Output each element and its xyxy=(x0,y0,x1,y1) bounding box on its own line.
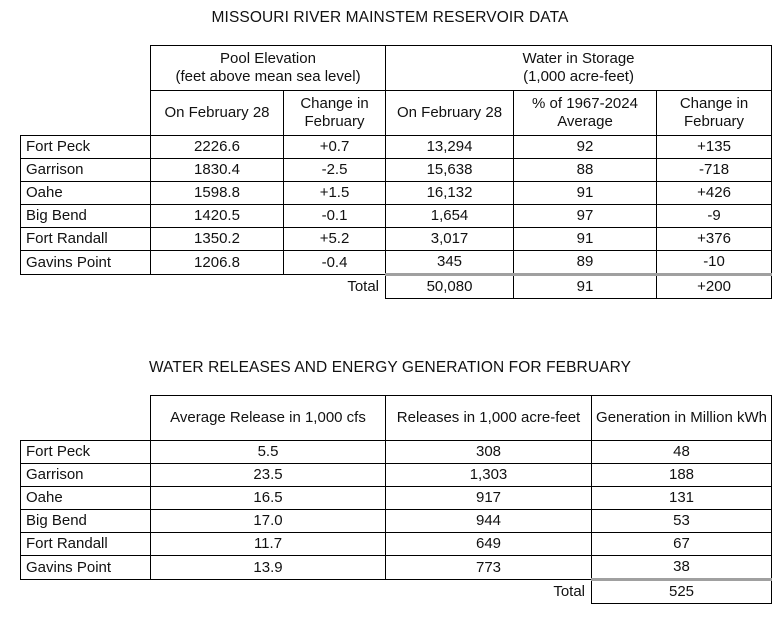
generation-value: 38 xyxy=(592,556,772,580)
pool-elevation-value: 1598.8 xyxy=(151,182,284,205)
reservoir-name: Fort Randall xyxy=(21,228,151,251)
reservoir-name: Oahe xyxy=(21,487,151,510)
col-header-pool-change: Change in February xyxy=(284,91,386,136)
table-row xyxy=(21,510,772,533)
col-header-storage-on-feb28: On February 28 xyxy=(386,91,514,136)
generation-value: 48 xyxy=(592,441,772,464)
storage-change-value: -10 xyxy=(657,251,772,275)
blank-cell xyxy=(21,275,151,299)
pool-elevation-value: 2226.6 xyxy=(151,136,284,159)
storage-value: 1,654 xyxy=(386,205,514,228)
table-row xyxy=(21,228,772,251)
reservoir-name: Big Bend xyxy=(21,510,151,533)
storage-pct-value: 89 xyxy=(514,251,657,275)
storage-change-value: +376 xyxy=(657,228,772,251)
storage-pct-value: 88 xyxy=(514,159,657,182)
avg-release-value: 11.7 xyxy=(151,533,386,556)
total-label: Total xyxy=(386,580,592,604)
reservoir-data-title: MISSOURI RIVER MAINSTEM RESERVOIR DATA xyxy=(211,9,569,26)
storage-change-value: -718 xyxy=(657,159,772,182)
generation-value: 67 xyxy=(592,533,772,556)
pool-change-value: +0.7 xyxy=(284,136,386,159)
pool-elevation-value: 1830.4 xyxy=(151,159,284,182)
generation-value: 131 xyxy=(592,487,772,510)
total-row xyxy=(21,275,772,299)
table-row xyxy=(21,464,772,487)
pool-change-value: +5.2 xyxy=(284,228,386,251)
col-header-pool-on-feb28: On February 28 xyxy=(151,91,284,136)
storage-change-value: -9 xyxy=(657,205,772,228)
blank-cell xyxy=(21,580,151,604)
storage-pct-value: 97 xyxy=(514,205,657,228)
col-header-avg-release: Average Release in 1,000 cfs xyxy=(151,396,386,441)
storage-pct-value: 92 xyxy=(514,136,657,159)
col-header-storage-change: Change in February xyxy=(657,91,772,136)
storage-value: 13,294 xyxy=(386,136,514,159)
pool-change-value: -2.5 xyxy=(284,159,386,182)
reservoir-name: Gavins Point xyxy=(21,251,151,275)
total-storage-change-value: +200 xyxy=(657,275,772,299)
corner-blank xyxy=(21,46,151,91)
pool-elevation-value: 1420.5 xyxy=(151,205,284,228)
storage-pct-value: 91 xyxy=(514,182,657,205)
pool-elevation-value: 1206.8 xyxy=(151,251,284,275)
reservoir-name: Oahe xyxy=(21,182,151,205)
blank-cell xyxy=(151,580,386,604)
avg-release-value: 5.5 xyxy=(151,441,386,464)
reservoir-name: Garrison xyxy=(21,464,151,487)
releases-value: 1,303 xyxy=(386,464,592,487)
avg-release-value: 23.5 xyxy=(151,464,386,487)
total-pct-value: 91 xyxy=(514,275,657,299)
total-storage-value: 50,080 xyxy=(386,275,514,299)
generation-value: 53 xyxy=(592,510,772,533)
total-generation-value: 525 xyxy=(592,580,772,604)
releases-value: 649 xyxy=(386,533,592,556)
table-row xyxy=(21,136,772,159)
total-label: Total xyxy=(284,275,386,299)
water-in-storage-header: Water in Storage (1,000 acre-feet) xyxy=(386,46,772,91)
releases-generation-title: WATER RELEASES AND ENERGY GENERATION FOR FEBRUARY xyxy=(148,359,632,376)
avg-release-value: 13.9 xyxy=(151,556,386,580)
pool-change-value: -0.1 xyxy=(284,205,386,228)
pool-elevation-value: 1350.2 xyxy=(151,228,284,251)
reservoir-name: Fort Peck xyxy=(21,136,151,159)
reservoir-name: Garrison xyxy=(21,159,151,182)
storage-pct-value: 91 xyxy=(514,228,657,251)
corner-blank xyxy=(21,91,151,136)
avg-release-value: 17.0 xyxy=(151,510,386,533)
total-row xyxy=(21,580,772,604)
col-header-generation: Generation in Million kWh xyxy=(592,396,772,441)
releases-value: 917 xyxy=(386,487,592,510)
storage-value: 15,638 xyxy=(386,159,514,182)
storage-value: 16,132 xyxy=(386,182,514,205)
reservoir-name: Gavins Point xyxy=(21,556,151,580)
releases-value: 308 xyxy=(386,441,592,464)
col-header-storage-pct-avg: % of 1967-2024 Average xyxy=(514,91,657,136)
storage-change-value: +135 xyxy=(657,136,772,159)
releases-value: 773 xyxy=(386,556,592,580)
reservoir-data-table xyxy=(20,45,772,299)
reservoir-name: Fort Randall xyxy=(21,533,151,556)
table-row xyxy=(21,182,772,205)
storage-change-value: +426 xyxy=(657,182,772,205)
pool-change-value: -0.4 xyxy=(284,251,386,275)
col-header-releases: Releases in 1,000 acre-feet xyxy=(386,396,592,441)
corner-blank xyxy=(21,396,151,441)
pool-change-value: +1.5 xyxy=(284,182,386,205)
storage-value: 3,017 xyxy=(386,228,514,251)
table-row xyxy=(21,533,772,556)
table-row xyxy=(21,487,772,510)
reservoir-name: Big Bend xyxy=(21,205,151,228)
avg-release-value: 16.5 xyxy=(151,487,386,510)
table-row xyxy=(21,441,772,464)
pool-elevation-header: Pool Elevation (feet above mean sea level) xyxy=(151,46,386,91)
storage-value: 345 xyxy=(386,251,514,275)
table-row xyxy=(21,205,772,228)
blank-cell xyxy=(151,275,284,299)
table-row xyxy=(21,251,772,275)
table-row xyxy=(21,556,772,580)
table-row xyxy=(21,159,772,182)
reservoir-name: Fort Peck xyxy=(21,441,151,464)
releases-value: 944 xyxy=(386,510,592,533)
generation-value: 188 xyxy=(592,464,772,487)
releases-generation-table xyxy=(20,395,772,604)
